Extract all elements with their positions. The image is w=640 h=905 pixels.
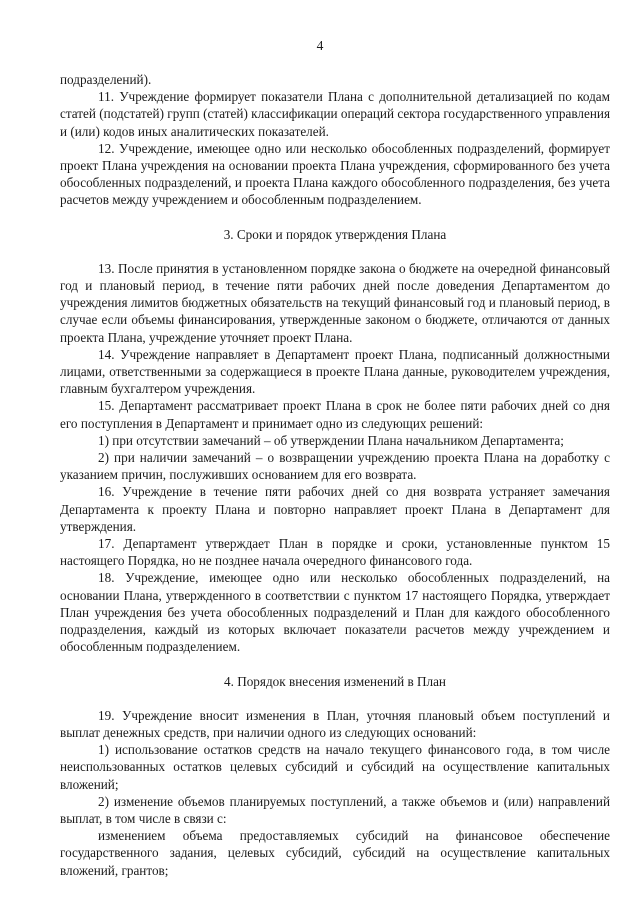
section-4-heading: 4. Порядок внесения изменений в План <box>224 673 446 689</box>
paragraph-14: 14. Учреждение направляет в Департамент проект Плана, подписанный должностными лицами, ответственными за содержащиеся в проекте Плана данные, руководителем учреждения, главным бухгалтером учреждения. <box>60 346 610 397</box>
section-3-heading: 3. Сроки и порядок утверждения Плана <box>223 226 447 242</box>
paragraph-13: 13. После принятия в установленном порядке закона о бюджете на очередной финансовый год и плановый период, в течение пяти рабочих дней после доведения Департаментом до учреждения лимитов бюджетных обязательств на текущий финансовый год и плановый период, в случае если объемы финансирования, утвержденные законом о бюджете, отличаются от данных проекта Плана, учреждение уточняет проект Плана. <box>60 260 610 345</box>
paragraph-16: 16. Учреждение в течение пяти рабочих дней со дня возврата устраняет замечания Департамента к проекту Плана и повторно направляет проект Плана в Департамент для утверждения. <box>60 484 610 534</box>
paragraph-19-item-2: 2) изменение объемов планируемых поступлений, а также объемов и (или) направлений выплат, в том числе в связи с: <box>60 793 610 826</box>
paragraph-continuation: подразделений). <box>60 72 152 87</box>
paragraph-19-item-2-sub: изменением объема предоставляемых субсидий на финансовое обеспечение государственного задания, целевых субсидий, субсидий на осуществление капитальных вложений, грантов; <box>60 828 610 878</box>
paragraph-12: 12. Учреждение, имеющее одно или несколько обособленных подразделений, формирует проект Плана учреждения на основании проекта Плана учреждения, сформированного без учета обособленных подразделений, и проекта Плана каждого обособленного подразделения, без учета расчетов между учреждением и обособленным подразделением. <box>60 140 610 208</box>
paragraph-15-item-2: 2) при наличии замечаний – о возвращении учреждению проекта Плана на доработку с указанием причин, послуживших основанием для его возврата. <box>60 450 610 483</box>
paragraph-15-item-1: 1) при отсутствии замечаний – об утверждении Плана начальником Департамента; <box>98 432 564 448</box>
paragraph-15: 15. Департамент рассматривает проект Плана в срок не более пяти рабочих дней со дня его поступления в Департамент и принимает одно из следующих решений: <box>60 398 610 431</box>
paragraph-19: 19. Учреждение вносит изменения в План, уточняя плановый объем поступлений и выплат денежных средств, при наличии одного из следующих оснований: <box>60 707 610 740</box>
page-number: 4 <box>316 38 324 53</box>
paragraph-17: 17. Департамент утверждает План в порядке и сроки, установленные пунктом 15 настоящего Порядка, но не позднее начала очередного финансового года. <box>60 536 610 569</box>
paragraph-19-item-1: 1) использование остатков средств на начало текущего финансового года, в том числе неиспользованных остатков целевых субсидий и субсидий на осуществление капитальных вложений; <box>60 742 610 792</box>
document-body <box>60 71 610 879</box>
paragraph-11: 11. Учреждение формирует показатели Плана с дополнительной детализацией по кодам статей (подстатей) групп (статей) классификации операций сектора государственного управления и (или) кодов иных аналитических показателей. <box>60 89 611 139</box>
paragraph-18: 18. Учреждение, имеющее одно или несколько обособленных подразделений, на основании Плана, утвержденного в соответствии с пунктом 17 настоящего Порядка, утверждает План учреждения без учета обособленных подразделений и План для каждого обособленного подразделения, каждый из которых включает показатели расчетов между учреждением и обособленным подразделением. <box>60 570 610 655</box>
